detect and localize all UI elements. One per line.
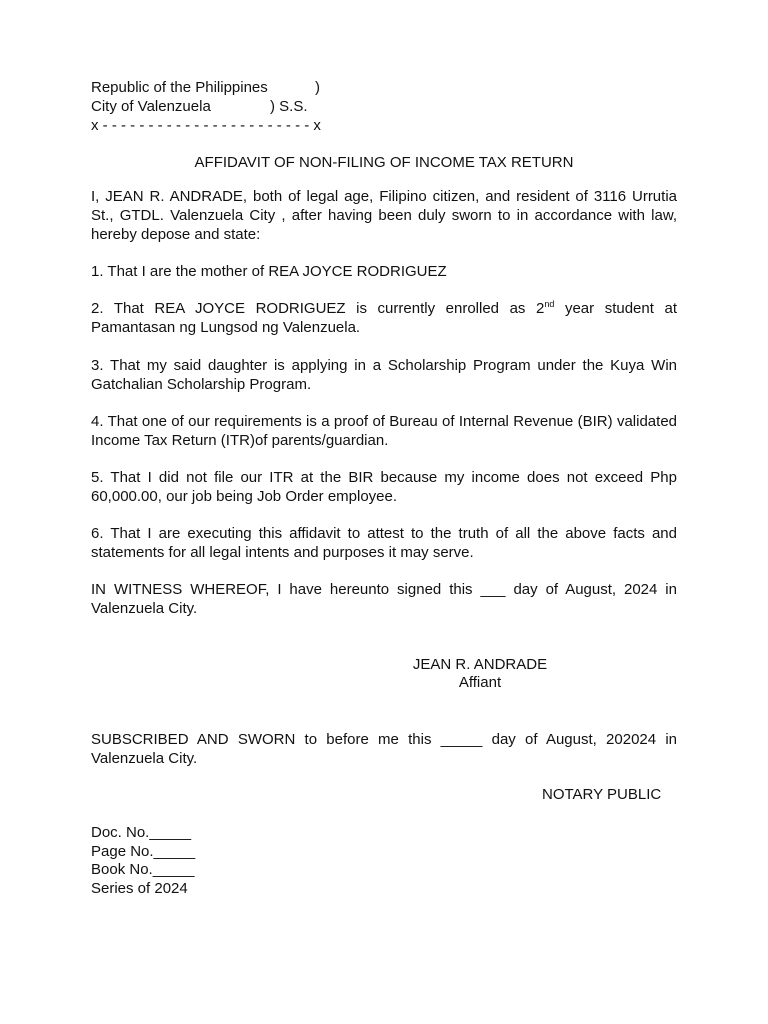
book-number: Book No._____ — [91, 861, 195, 878]
intro-paragraph: I, JEAN R. ANDRADE, both of legal age, Filipino citizen, and resident of 3116 Urrutia St., GTDL. Valenzuela City , after having been duly sworn to in accordance with law, hereby depose and state: — [91, 188, 677, 243]
item-2-pre: 2. That REA JOYCE RODRIGUEZ is currently enrolled as 2 — [91, 300, 545, 317]
caption-republic: Republic of the Philippines — [91, 79, 268, 96]
item-5: 5. That I did not file our ITR at the BIR because my income does not exceed Php 60,000.00, our job being Job Order employee. — [91, 469, 677, 505]
notary-public: NOTARY PUBLIC — [542, 786, 662, 803]
witness-clause: IN WITNESS WHEREOF, I have hereunto signed this ___ day of August, 2024 in Valenzuela City. — [91, 581, 677, 617]
caption-ss: ) S.S. — [270, 98, 308, 115]
caption-city: City of Valenzuela — [91, 98, 211, 115]
item-3: 3. That my said daughter is applying in a Scholarship Program under the Kuya Win Gatchalian Scholarship Program. — [91, 357, 677, 393]
jurat-paragraph: SUBSCRIBED AND SWORN to before me this _____ day of August, 202024 in Valenzuela City. — [91, 731, 677, 767]
affiant-role: Affiant — [458, 674, 502, 691]
caption-separator: x - - - - - - - - - - - - - - - - - - - - - - - x — [91, 117, 321, 134]
doc-number: Doc. No._____ — [91, 824, 192, 841]
item-2 — [91, 299, 677, 337]
document-title: AFFIDAVIT OF NON-FILING OF INCOME TAX RETURN — [194, 154, 574, 171]
affiant-name: JEAN R. ANDRADE — [412, 656, 548, 673]
caption-paren: ) — [315, 79, 320, 96]
series-year: Series of 2024 — [91, 880, 188, 897]
page-number: Page No._____ — [91, 843, 196, 860]
item-2-sup: nd — [544, 299, 555, 309]
item-4: 4. That one of our requirements is a proof of Bureau of Internal Revenue (BIR) validated Income Tax Return (ITR)of parents/guardian. — [91, 413, 677, 449]
item-2-post: year student at Pamantasan ng Lungsod ng Valenzuela. — [91, 300, 677, 336]
item-1: 1. That I are the mother of REA JOYCE RODRIGUEZ — [91, 263, 447, 280]
item-6: 6. That I are executing this affidavit to attest to the truth of all the above facts and statements for all legal intents and purposes it may serve. — [91, 525, 677, 561]
